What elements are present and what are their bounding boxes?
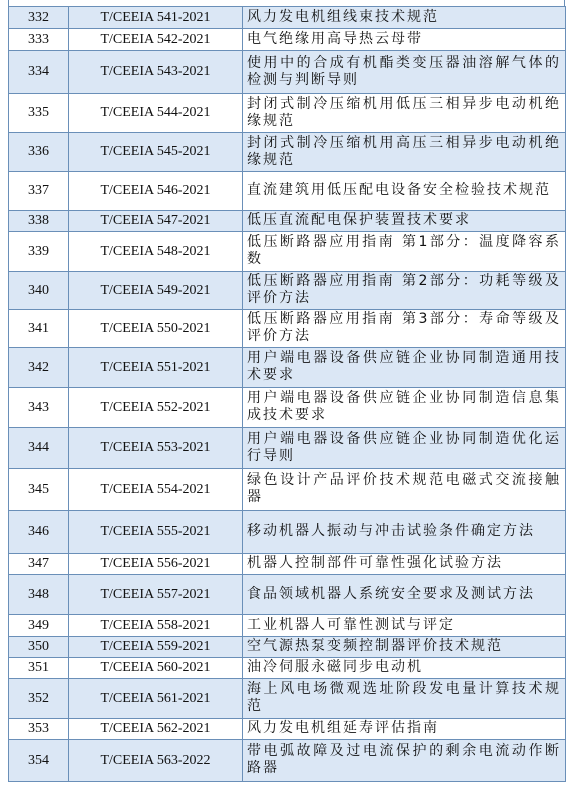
table-row <box>9 272 566 310</box>
standard-title: 使用中的合成有机酯类变压器油溶解气体的检测与判断导则 <box>243 51 566 94</box>
table-row <box>9 172 566 211</box>
table-row <box>9 575 566 615</box>
standard-code: T/CEEIA 561-2021 <box>69 679 243 719</box>
table-row <box>9 211 566 232</box>
standard-code: T/CEEIA 549-2021 <box>69 272 243 310</box>
standard-title: 海上风电场微观选址阶段发电量计算技术规范 <box>243 679 566 719</box>
row-number: 349 <box>9 615 69 637</box>
standard-title: 油冷伺服永磁同步电动机 <box>243 658 566 679</box>
table-row <box>9 554 566 575</box>
standard-title: 风力发电机组延寿评估指南 <box>243 719 566 740</box>
row-number: 343 <box>9 388 69 428</box>
standard-code: T/CEEIA 544-2021 <box>69 94 243 133</box>
row-number: 337 <box>9 172 69 211</box>
standard-title: 食品领域机器人系统安全要求及测试方法 <box>243 575 566 615</box>
row-number: 336 <box>9 133 69 172</box>
row-number: 354 <box>9 740 69 782</box>
standard-code: T/CEEIA 551-2021 <box>69 348 243 388</box>
standard-code: T/CEEIA 560-2021 <box>69 658 243 679</box>
standard-code: T/CEEIA 552-2021 <box>69 388 243 428</box>
table-row <box>9 658 566 679</box>
standards-table <box>8 6 566 782</box>
table-row <box>9 511 566 554</box>
standard-code: T/CEEIA 543-2021 <box>69 51 243 94</box>
table-row <box>9 615 566 637</box>
row-number: 344 <box>9 428 69 469</box>
row-number: 342 <box>9 348 69 388</box>
table-row <box>9 388 566 428</box>
row-number: 335 <box>9 94 69 133</box>
standard-title: 工业机器人可靠性测试与评定 <box>243 615 566 637</box>
table-row <box>9 310 566 348</box>
standard-title: 带电弧故障及过电流保护的剩余电流动作断路器 <box>243 740 566 782</box>
row-number: 334 <box>9 51 69 94</box>
row-number: 346 <box>9 511 69 554</box>
standard-code: T/CEEIA 550-2021 <box>69 310 243 348</box>
standard-code: T/CEEIA 555-2021 <box>69 511 243 554</box>
standard-title: 低压直流配电保护装置技术要求 <box>243 211 566 232</box>
row-number: 332 <box>9 7 69 29</box>
row-number: 348 <box>9 575 69 615</box>
standard-title: 封闭式制冷压缩机用低压三相异步电动机绝缘规范 <box>243 94 566 133</box>
standard-code: T/CEEIA 547-2021 <box>69 211 243 232</box>
standard-title: 用户端电器设备供应链企业协同制造优化运行导则 <box>243 428 566 469</box>
row-number: 345 <box>9 469 69 511</box>
standard-code: T/CEEIA 563-2022 <box>69 740 243 782</box>
table-row <box>9 51 566 94</box>
standard-code: T/CEEIA 554-2021 <box>69 469 243 511</box>
row-number: 340 <box>9 272 69 310</box>
table-row <box>9 719 566 740</box>
standard-code: T/CEEIA 562-2021 <box>69 719 243 740</box>
standard-title: 空气源热泵变频控制器评价技术规范 <box>243 637 566 658</box>
standard-code: T/CEEIA 548-2021 <box>69 232 243 272</box>
standard-title: 低压断路器应用指南 第1部分：温度降容系数 <box>243 232 566 272</box>
table-row <box>9 133 566 172</box>
standard-title: 绿色设计产品评价技术规范电磁式交流接触器 <box>243 469 566 511</box>
standard-code: T/CEEIA 546-2021 <box>69 172 243 211</box>
row-number: 338 <box>9 211 69 232</box>
standards-table-body <box>9 7 566 782</box>
standard-title: 封闭式制冷压缩机用高压三相异步电动机绝缘规范 <box>243 133 566 172</box>
standard-code: T/CEEIA 556-2021 <box>69 554 243 575</box>
standard-title: 移动机器人振动与冲击试验条件确定方法 <box>243 511 566 554</box>
standard-title: 低压断路器应用指南 第3部分：寿命等级及评价方法 <box>243 310 566 348</box>
row-number: 333 <box>9 29 69 51</box>
table-row <box>9 348 566 388</box>
standard-code: T/CEEIA 558-2021 <box>69 615 243 637</box>
table-row <box>9 469 566 511</box>
table-row <box>9 740 566 782</box>
standard-title: 直流建筑用低压配电设备安全检验技术规范 <box>243 172 566 211</box>
standard-title: 电气绝缘用高导热云母带 <box>243 29 566 51</box>
table-row <box>9 29 566 51</box>
row-number: 347 <box>9 554 69 575</box>
standard-code: T/CEEIA 559-2021 <box>69 637 243 658</box>
standard-title: 用户端电器设备供应链企业协同制造通用技术要求 <box>243 348 566 388</box>
table-row <box>9 428 566 469</box>
table-row <box>9 94 566 133</box>
row-number: 353 <box>9 719 69 740</box>
standard-code: T/CEEIA 557-2021 <box>69 575 243 615</box>
standard-title: 低压断路器应用指南 第2部分：功耗等级及评价方法 <box>243 272 566 310</box>
standard-title: 机器人控制部件可靠性强化试验方法 <box>243 554 566 575</box>
table-row <box>9 637 566 658</box>
standard-code: T/CEEIA 545-2021 <box>69 133 243 172</box>
row-number: 351 <box>9 658 69 679</box>
table-row <box>9 232 566 272</box>
standard-title: 用户端电器设备供应链企业协同制造信息集成技术要求 <box>243 388 566 428</box>
table-row <box>9 679 566 719</box>
standard-code: T/CEEIA 553-2021 <box>69 428 243 469</box>
row-number: 339 <box>9 232 69 272</box>
row-number: 350 <box>9 637 69 658</box>
standard-title: 风力发电机组线束技术规范 <box>243 7 566 29</box>
row-number: 341 <box>9 310 69 348</box>
row-number: 352 <box>9 679 69 719</box>
standard-code: T/CEEIA 541-2021 <box>69 7 243 29</box>
standard-code: T/CEEIA 542-2021 <box>69 29 243 51</box>
table-row <box>9 7 566 29</box>
